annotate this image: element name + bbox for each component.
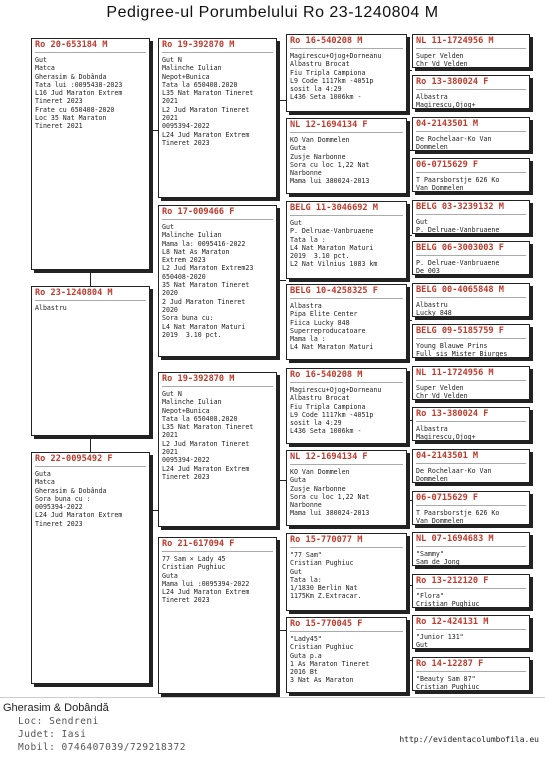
ring-number: Ro 23-1240804 M: [35, 288, 146, 301]
card-line: "77 Sam": [290, 551, 322, 559]
ring-number: NL 12-1694134 F: [290, 452, 403, 465]
card-line: Sora cu loc 1,22 Nat: [290, 492, 370, 501]
card-line: L8 Nat As Maraton: [162, 247, 230, 256]
card-line: 2 Jud Maraton Tineret: [162, 297, 246, 306]
card-line: Matca: [35, 64, 55, 73]
card-line: 0095394-2022: [35, 503, 83, 512]
pedigree-card[interactable]: [412, 200, 530, 234]
ring-number: NL 11-1724956 M: [416, 36, 526, 49]
card-line: 1 As Maraton Tineret: [290, 659, 370, 668]
card-line: Matca: [35, 478, 55, 487]
card-line: L24 Jud Maraton Extrem: [162, 464, 250, 473]
card-line: "Lady45": [290, 635, 322, 643]
card-line: 2016 Bt: [290, 668, 318, 677]
card-line: Tata la 650408.2020: [162, 414, 238, 423]
ring-number: BELG 11-3046692 M: [290, 203, 403, 216]
card-line: Gut: [162, 223, 174, 231]
card-line: Gherasim & Dobânda: [35, 486, 107, 495]
pedigree-card[interactable]: [412, 75, 530, 109]
pedigree-card[interactable]: [158, 205, 277, 357]
card-line: Mama lui :0095394-2022: [162, 579, 250, 588]
ring-number: NL 07-1694683 M: [416, 534, 526, 547]
card-line: L35 Nat Maraton Tineret: [162, 423, 254, 432]
card-line: Dommelen: [416, 475, 448, 483]
pedigree-card[interactable]: [412, 657, 530, 691]
card-line: Albastra: [290, 302, 322, 310]
card-line: P. Delruae-Vanbruaene: [290, 227, 374, 236]
ring-number: Ro 15-770045 F: [290, 619, 403, 632]
ring-number: BELG 09-5185759 F: [416, 326, 526, 339]
ring-number: Ro 13-380024 F: [416, 77, 526, 90]
card-line: L2 Nat Vilnius 1083 km: [290, 260, 378, 269]
card-line: Super Velden: [416, 384, 464, 392]
card-line: Albastru: [416, 301, 448, 309]
card-line: Mama lui 380024-2013: [290, 509, 370, 518]
card-line: 2019 3.10 pct.: [162, 330, 222, 339]
card-line: Tineret 2021: [35, 122, 83, 131]
card-line: Gut: [416, 641, 428, 649]
pedigree-card[interactable]: [286, 284, 407, 360]
pedigree-card[interactable]: [158, 537, 277, 694]
ring-number: Ro 19-392870 M: [162, 40, 273, 53]
card-line: Guta: [290, 476, 306, 485]
pedigree-card[interactable]: [412, 449, 530, 483]
ring-number: NL 11-1724956 M: [416, 368, 526, 381]
card-line: sosit la 4:29: [290, 419, 342, 428]
ring-number: BELG 00-4065848 M: [416, 285, 526, 298]
card-line: Young Blauwe Prins: [416, 342, 488, 350]
ring-number: 06-0715629 F: [416, 493, 526, 506]
pedigree-card[interactable]: [412, 324, 530, 358]
card-line: Nepot+Bunica: [162, 72, 210, 81]
card-line: Cristian Pughiuc: [290, 559, 354, 568]
card-line: 0095394-2022: [162, 456, 210, 465]
card-line: "Junior 131": [416, 633, 464, 641]
pedigree-card[interactable]: [286, 201, 407, 279]
ring-number: Ro 22-0095492 F: [35, 454, 146, 467]
card-line: Gherasim & Dobânda: [35, 72, 107, 81]
card-line: KO Van Dommelen: [290, 136, 350, 144]
card-line: 3 Nat As Maraton: [290, 676, 354, 685]
pedigree-card[interactable]: [286, 118, 407, 194]
ring-number: Ro 16-540208 M: [290, 36, 403, 49]
card-line: Magirescu+Ojog+Dorneanu: [290, 52, 382, 60]
pedigree-card[interactable]: [412, 574, 530, 608]
pedigree-card[interactable]: [412, 532, 530, 566]
card-line: Van Dommelen: [416, 517, 464, 525]
connector: [150, 510, 158, 511]
card-line: Gut: [290, 219, 302, 227]
pedigree-card[interactable]: [412, 407, 530, 441]
card-line: T Paarsborstje 626 Ko: [416, 509, 500, 517]
ring-number: Ro 13-380024 F: [416, 409, 526, 422]
pedigree-card[interactable]: [158, 372, 277, 527]
breeder-name: Gherasim & Dobândă: [3, 702, 109, 714]
card-line: Gut: [290, 567, 302, 576]
card-line: Tineret 2023: [162, 138, 210, 147]
card-line: Guta: [290, 144, 306, 153]
ring-number: 04-2143501 M: [416, 119, 526, 132]
connector: [278, 480, 286, 481]
card-line: Albastru: [35, 304, 67, 312]
card-line: Fiica Lucky 848: [290, 318, 350, 327]
card-line: Extrem 2023: [162, 256, 206, 265]
card-line: Narbonne: [290, 501, 322, 510]
pedigree-card[interactable]: [286, 368, 407, 444]
connector: [150, 130, 158, 131]
card-line: Albastru Brocat: [290, 394, 350, 403]
card-line: Guta: [162, 571, 178, 580]
card-line: Pipa Elite Center: [290, 310, 358, 319]
card-line: Loc 35 Nat Maraton: [35, 114, 107, 123]
card-line: Sam de Jong: [416, 558, 460, 566]
pedigree-card[interactable]: [412, 366, 530, 400]
pedigree-card[interactable]: [286, 533, 407, 611]
card-line: Mama la :: [290, 335, 326, 344]
pedigree-card[interactable]: [158, 38, 277, 198]
ring-number: BELG 06-3003003 F: [416, 243, 526, 256]
card-line: Dommelen: [416, 143, 448, 151]
card-line: Gut: [35, 56, 47, 64]
card-line: L436 Seta 1006km -: [290, 427, 362, 436]
card-line: 2021: [162, 97, 178, 106]
card-line: 2021: [162, 448, 178, 457]
pedigree-card[interactable]: [286, 617, 407, 693]
card-line: Gut N: [162, 390, 182, 398]
card-line: 1/1830 Berlin Nat: [290, 584, 358, 593]
card-line: Albastra: [416, 93, 448, 101]
card-line: 1175Km Z.Extracar.: [290, 592, 362, 601]
card-line: 0095394-2022: [162, 122, 210, 131]
pedigree-card[interactable]: [286, 450, 407, 526]
card-line: 2021: [162, 431, 178, 440]
card-line: Zusje Narbonne: [290, 484, 346, 493]
card-line: Fiu Tripla Campiona: [290, 68, 366, 77]
pedigree-card[interactable]: [412, 158, 530, 192]
card-line: Mama lui 380024-2013: [290, 177, 370, 186]
card-line: L2 Jud Maraton Extrem23: [162, 264, 254, 273]
card-line: Tata la 650408.2020: [162, 80, 238, 89]
connector: [278, 280, 286, 281]
pedigree-card[interactable]: [412, 34, 530, 68]
card-line: L35 Nat Maraton Tineret: [162, 89, 254, 98]
ring-number: Ro 16-540208 M: [290, 370, 403, 383]
footer-divider: [0, 697, 545, 698]
ring-number: BELG 03-3239132 M: [416, 202, 526, 215]
pedigree-card[interactable]: [412, 491, 530, 525]
card-line: Malinche Iulian: [162, 398, 222, 407]
card-line: Tata la :: [290, 235, 326, 244]
card-line: sosit la 4:29: [290, 85, 342, 94]
card-line: L4 Nat Maraton Maturi: [290, 243, 374, 252]
pedigree-card[interactable]: [412, 283, 530, 317]
card-line: 650408-2020: [162, 272, 206, 281]
pedigree-card[interactable]: [286, 34, 407, 112]
card-line: Tata lui :0095438-2023: [35, 80, 123, 89]
card-line: T Paarsborstje 626 Ko: [416, 176, 500, 184]
card-line: L436 Seta 1006km -: [290, 93, 362, 102]
pedigree-card[interactable]: [412, 241, 530, 275]
page-title: Pedigree-ul Porumbelului Ro 23-1240804 M: [106, 4, 439, 21]
pedigree-card[interactable]: [412, 117, 530, 151]
card-line: Gut: [416, 218, 428, 226]
card-line: L16 Jud Maraton Extrem: [35, 89, 123, 98]
card-line: 77 Sam × Lady 45: [162, 555, 226, 563]
card-line: Frate cu 650408-2020: [35, 105, 115, 114]
connector: [278, 630, 286, 631]
card-line: Narbonne: [290, 169, 322, 178]
card-line: 2020: [162, 305, 178, 314]
ring-number: Ro 21-617094 F: [162, 539, 273, 552]
card-line: Sora cu loc 1,22 Nat: [290, 160, 370, 169]
card-line: L24 Jud Maraton Extrem: [35, 511, 123, 520]
card-line: De 003: [416, 267, 440, 275]
card-line: Cristian Pughiuc: [290, 643, 354, 652]
card-line: L4 Nat Maraton Maturi: [162, 322, 246, 331]
pedigree-card-subject[interactable]: [31, 286, 150, 436]
card-line: 2020: [162, 289, 178, 298]
card-line: Chr Vd Velden: [416, 392, 468, 400]
card-line: 2021: [162, 114, 178, 123]
card-line: Zusje Narbonne: [290, 152, 346, 161]
breeder-location: Loc: Sendreni: [18, 716, 99, 727]
card-line: Tineret 2023: [162, 472, 210, 481]
card-line: L2 Jud Maraton Tineret: [162, 439, 250, 448]
card-line: KO Van Dommelen: [290, 468, 350, 476]
card-line: De Rochelaar-Ko Van: [416, 467, 492, 475]
card-line: Gut N: [162, 56, 182, 64]
card-line: L24 Jud Maraton Extrem: [162, 130, 250, 139]
card-line: Magirescu,Ojog+: [416, 101, 476, 109]
ring-number: Ro 19-392870 M: [162, 374, 273, 387]
card-line: Nepot+Bunica: [162, 406, 210, 415]
ring-number: Ro 15-770077 M: [290, 535, 403, 548]
card-line: 2019 3.10 pct.: [290, 252, 350, 261]
card-line: Tineret 2023: [35, 519, 83, 528]
card-line: Van Dommelen: [416, 184, 464, 192]
ring-number: Ro 14-12287 F: [416, 659, 526, 672]
pedigree-card[interactable]: [412, 615, 530, 649]
card-line: Superreproducatoare: [290, 326, 366, 335]
card-line: Magirescu+Ojog+Dorneanu: [290, 386, 382, 394]
card-line: Guta p.a: [290, 651, 322, 660]
website-link[interactable]: http://evidentacolumbofila.eu: [399, 735, 539, 744]
card-line: Malinche Iulian: [162, 64, 222, 73]
card-line: Fiu Tripla Campiona: [290, 402, 366, 411]
card-line: Mama la: 0095416-2022: [162, 239, 246, 248]
card-line: De Rochelaar-Ko Van: [416, 135, 492, 143]
card-line: "Sammy": [416, 550, 444, 558]
card-line: Tineret 2023: [162, 596, 210, 605]
ring-number: Ro 12-424131 M: [416, 617, 526, 630]
ring-number: Ro 13-212120 F: [416, 576, 526, 589]
card-line: Cristian Pughiuc: [162, 563, 226, 572]
card-line: Tata la:: [290, 575, 322, 584]
ring-number: 06-0715629 F: [416, 160, 526, 173]
card-line: Guta: [35, 470, 51, 478]
card-line: Cristian Pughiuc: [416, 600, 480, 608]
card-line: Sora buna cu:: [162, 314, 214, 323]
card-line: L24 Jud Maraton Extrem: [162, 588, 250, 597]
card-line: Cristian Pughiuc: [416, 683, 480, 691]
pedigree-card-sire[interactable]: [31, 38, 150, 270]
card-line: P. Delruae-Vanbruaene: [416, 259, 500, 267]
card-line: L9 Code 1117km -4051p: [290, 410, 374, 419]
card-line: Malinche Iulian: [162, 231, 222, 240]
card-line: P. Delruae-Vanbruaene: [416, 226, 500, 234]
ring-number: BELG 10-4258325 F: [290, 286, 403, 299]
ring-number: Ro 20-653184 M: [35, 40, 146, 53]
connector: [278, 100, 286, 101]
ring-number: Ro 17-009466 F: [162, 207, 273, 220]
card-line: Full sis Mister Biurges: [416, 350, 508, 358]
card-line: Sora buna cu :: [35, 494, 91, 503]
card-line: 35 Nat Maraton Tineret: [162, 281, 250, 290]
ring-number: NL 12-1694134 F: [290, 120, 403, 133]
card-line: Albastru Brocat: [290, 60, 350, 69]
card-line: L4 Nat Maraton Maturi: [290, 343, 374, 352]
card-line: "Beauty Sam 87": [416, 675, 476, 683]
connector: [407, 235, 412, 236]
pedigree-card-dam[interactable]: [31, 452, 150, 684]
breeder-county: Judet: Iasi: [18, 729, 87, 740]
card-line: L9 Code 1117km -4051p: [290, 76, 374, 85]
card-line: Lucky 848: [416, 309, 452, 317]
card-line: Tineret 2023: [35, 97, 83, 106]
card-line: Super Velden: [416, 52, 464, 60]
ring-number: 04-2143501 M: [416, 451, 526, 464]
card-line: "Flora": [416, 592, 444, 600]
card-line: L2 Jud Maraton Tineret: [162, 105, 250, 114]
card-line: Albastra: [416, 425, 448, 433]
connector: [407, 320, 412, 321]
card-line: Magirescu,Ojog+: [416, 433, 476, 441]
connector: [407, 70, 412, 71]
card-line: Chr Vd Velden: [416, 60, 468, 68]
breeder-phone: Mobil: 0746407039/729218372: [18, 742, 186, 753]
